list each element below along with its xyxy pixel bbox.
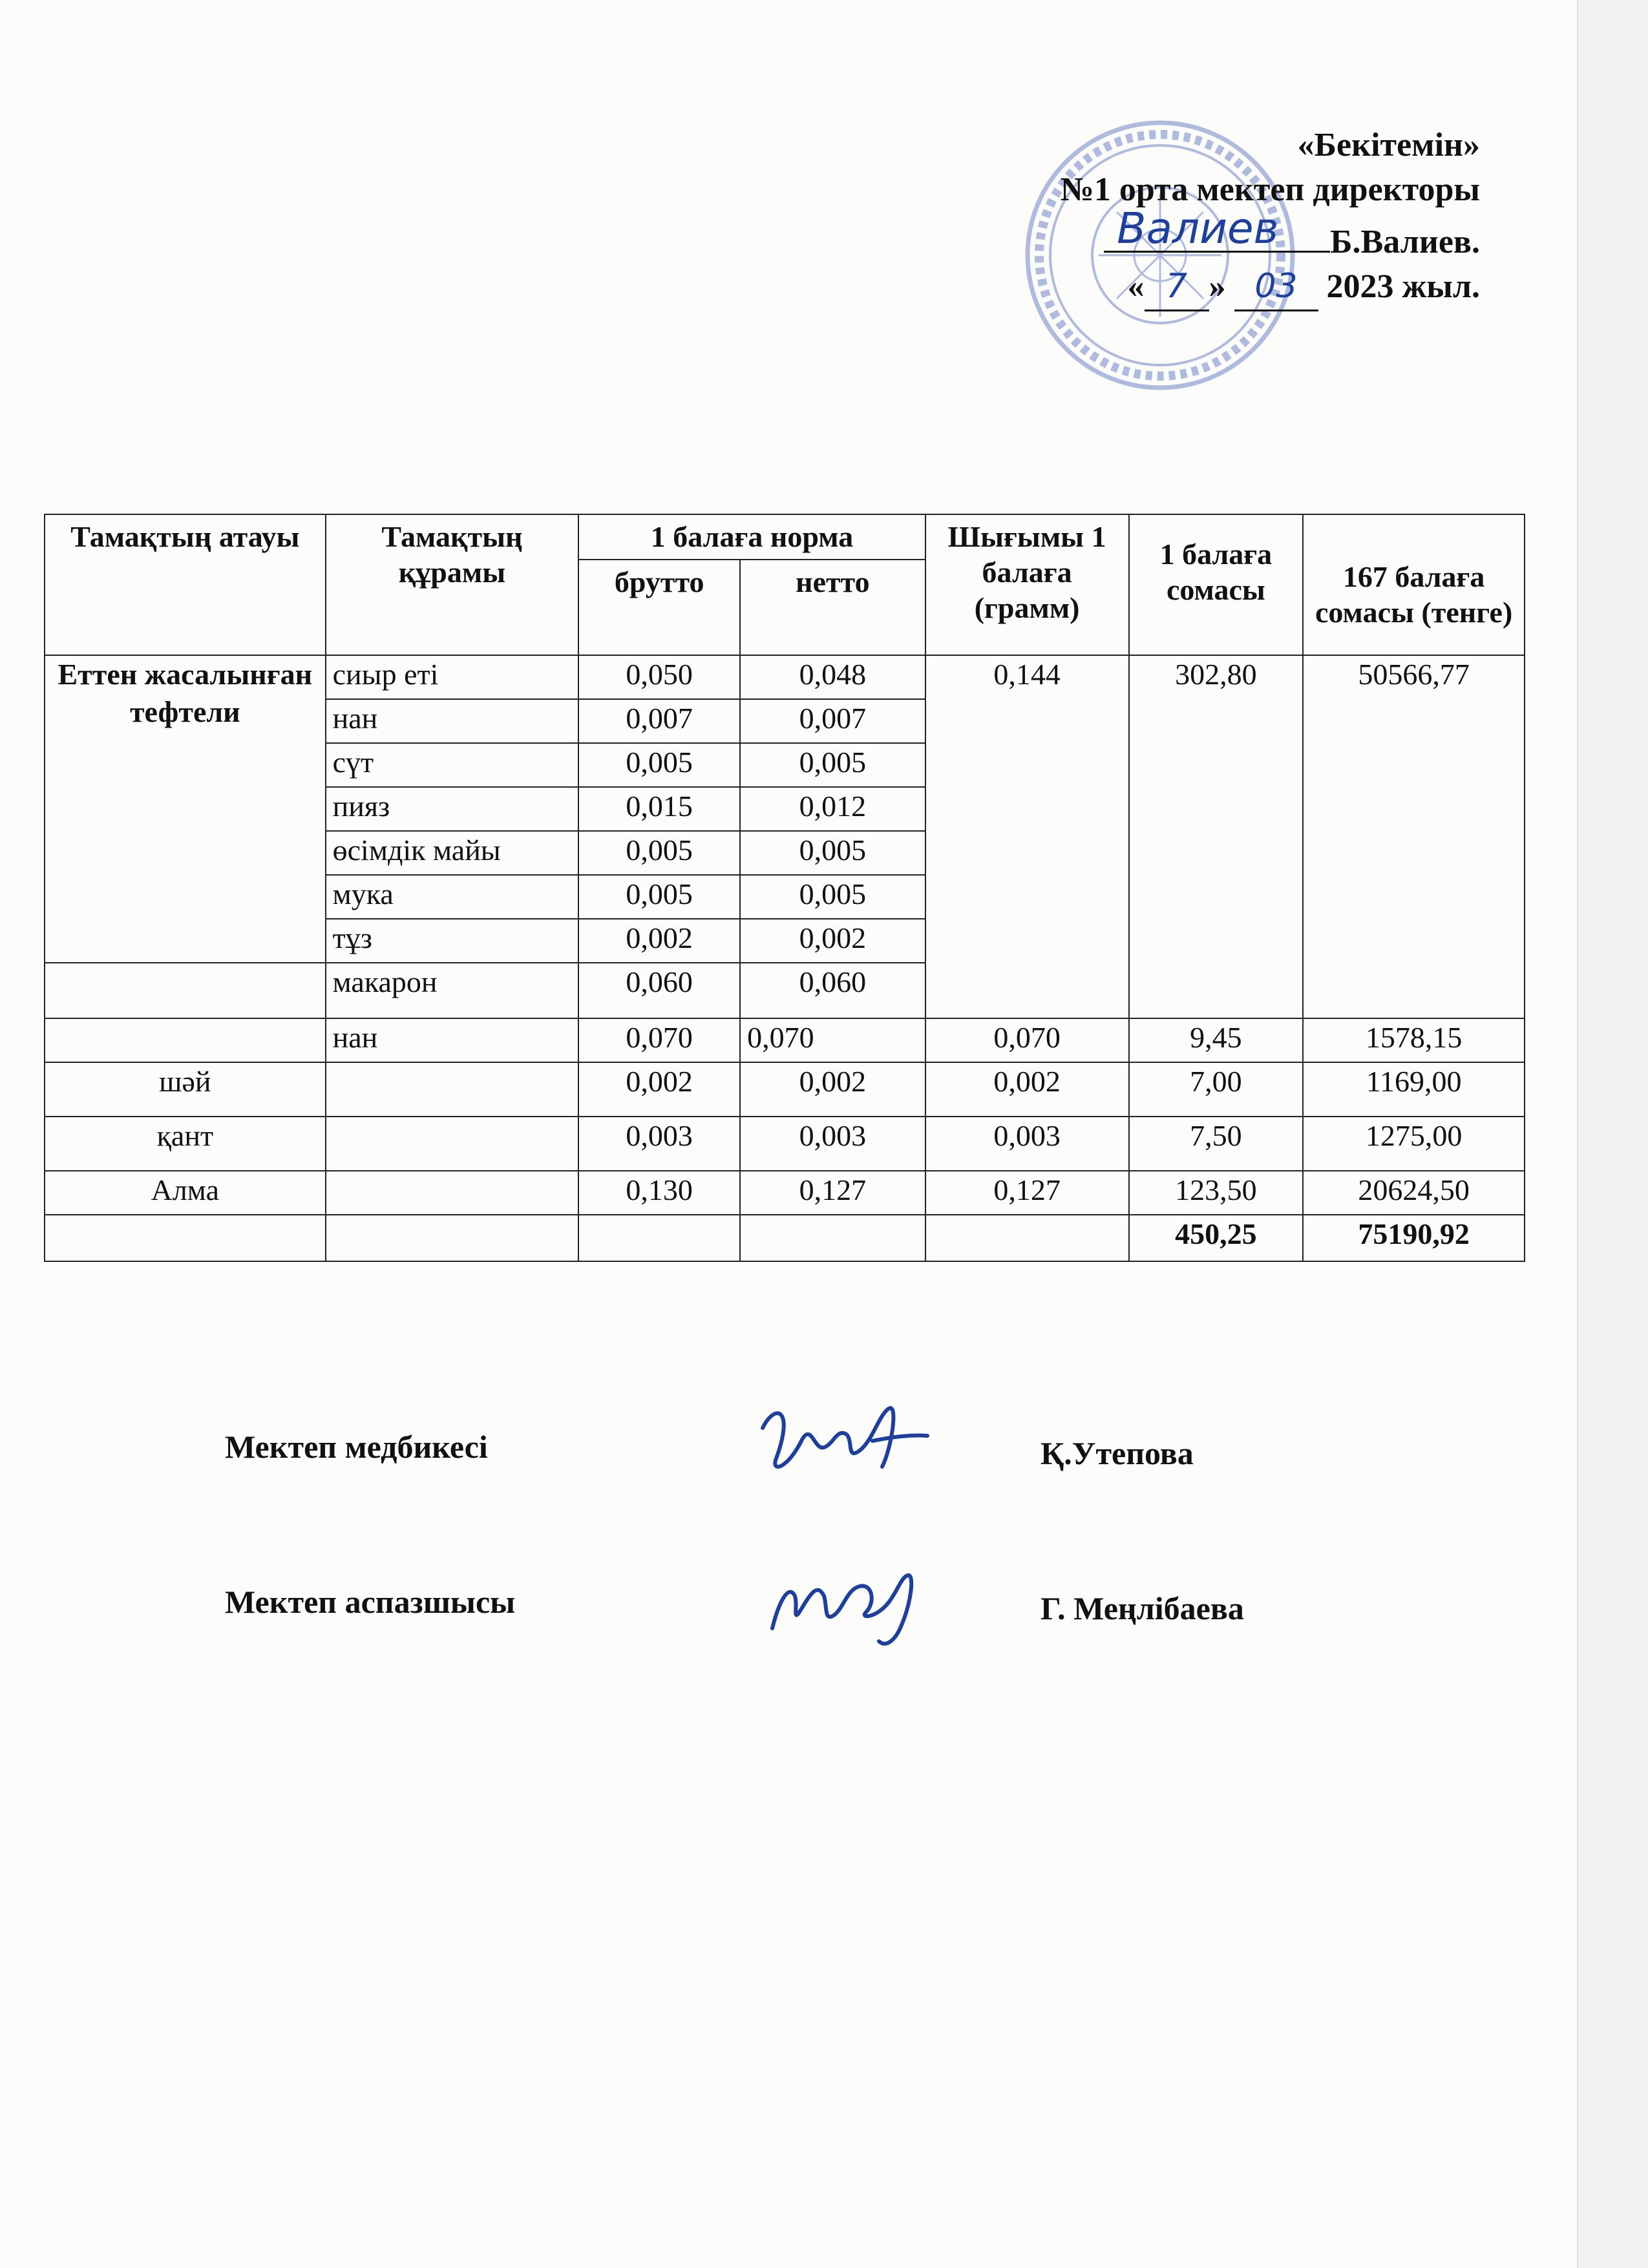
ingredient-name: сүт [326, 743, 579, 787]
ingredient-netto: 0,012 [740, 787, 925, 831]
cook-name: Г. Меңлібаева [1041, 1590, 1244, 1626]
row-netto: 0,070 [740, 1018, 925, 1062]
header-composition: Тамақтың құрамы [326, 514, 579, 655]
ingredient-netto: 0,002 [740, 919, 925, 963]
row-cost-one: 7,00 [1129, 1062, 1304, 1117]
row-brutto: 0,003 [578, 1117, 740, 1171]
approval-title: «Бекітемін» [1297, 127, 1480, 163]
ingredient-brutto: 0,005 [578, 831, 740, 875]
approval-signature-line [1061, 204, 1480, 264]
row-cost-one: 9,45 [1129, 1018, 1304, 1062]
row-dish: Алма [45, 1171, 326, 1215]
approval-position: №1 орта мектеп директоры [1060, 171, 1480, 209]
cook-role: Мектеп аспазшысы [225, 1584, 516, 1620]
side-dish-name: макарон [326, 963, 579, 1018]
row-dish [45, 1018, 326, 1062]
header-consumption: Шығымы 1 балаға (грамм) [925, 514, 1129, 655]
row-cost-one: 7,50 [1129, 1117, 1304, 1171]
row-consumption: 0,002 [925, 1062, 1129, 1117]
ingredient-name: нан [326, 699, 579, 743]
director-name: Б.Валиев. [1330, 224, 1480, 261]
row-cost-one: 123,50 [1129, 1171, 1304, 1215]
ingredient-brutto: 0,005 [578, 875, 740, 919]
total-cost-all: 75190,92 [1303, 1215, 1525, 1261]
table-row [45, 1062, 1525, 1117]
main-dish-cost-one: 302,80 [1129, 655, 1304, 1018]
approval-date [1061, 264, 1480, 311]
table-row [45, 1018, 1525, 1062]
row-consumption: 0,003 [925, 1117, 1129, 1171]
total-empty [578, 1215, 740, 1261]
total-row [45, 1215, 1525, 1261]
row-cost-all: 1169,00 [1303, 1062, 1525, 1117]
ingredient-brutto: 0,002 [578, 919, 740, 963]
ingredient-netto: 0,005 [740, 831, 925, 875]
side-dish-netto: 0,060 [740, 963, 925, 1018]
ingredient-name: пияз [326, 787, 579, 831]
row-cost-all: 1578,15 [1303, 1018, 1525, 1062]
nurse-signature [750, 1389, 944, 1499]
header-cost-one: 1 балаға сомасы [1129, 514, 1304, 655]
total-cost-one: 450,25 [1129, 1215, 1304, 1261]
row-dish: шәй [45, 1062, 326, 1117]
row-brutto: 0,070 [578, 1018, 740, 1062]
date-year: 2023 жыл. [1326, 268, 1480, 306]
date-quote-open: « [1127, 268, 1145, 306]
header-cost-all: 167 балаға сомасы (тенге) [1303, 514, 1525, 655]
header-netto: нетто [740, 560, 925, 655]
row-cost-all: 1275,00 [1303, 1117, 1525, 1171]
row-consumption: 0,070 [925, 1018, 1129, 1062]
table-row [45, 1117, 1525, 1171]
ingredient-name: өсімдік майы [326, 831, 579, 875]
menu-table [44, 514, 1525, 1262]
side-dish-brutto: 0,060 [578, 963, 740, 1018]
table-row [45, 1171, 1525, 1215]
header-dish-name: Тамақтың атауы [45, 514, 326, 655]
total-empty [45, 1215, 326, 1261]
side-dish-empty [45, 963, 326, 1018]
nurse-name: Қ.Утепова [1041, 1435, 1194, 1471]
ingredient-netto: 0,048 [740, 655, 925, 699]
header-brutto: брутто [578, 560, 740, 655]
ingredient-netto: 0,007 [740, 699, 925, 743]
header-norm: 1 балаға норма [578, 514, 925, 560]
row-consumption: 0,127 [925, 1171, 1129, 1215]
main-dish-name: Еттен жасалынған тефтели [45, 655, 326, 963]
date-day: 7 [1165, 267, 1188, 306]
page-edge [1577, 0, 1648, 2268]
ingredient-brutto: 0,050 [578, 655, 740, 699]
row-dish: қант [45, 1117, 326, 1171]
main-dish-cost-all: 50566,77 [1303, 655, 1525, 1018]
row-composition: нан [326, 1018, 579, 1062]
row-netto: 0,127 [740, 1171, 925, 1215]
row-cost-all: 20624,50 [1303, 1171, 1525, 1215]
ingredient-brutto: 0,015 [578, 787, 740, 831]
table-row [45, 655, 1525, 699]
main-dish-consumption: 0,144 [925, 655, 1129, 1018]
ingredient-name: мука [326, 875, 579, 919]
row-netto: 0,002 [740, 1062, 925, 1117]
ingredient-name: тұз [326, 919, 579, 963]
ingredient-brutto: 0,007 [578, 699, 740, 743]
row-composition [326, 1171, 579, 1215]
row-netto: 0,003 [740, 1117, 925, 1171]
director-signature: Валиев [1117, 204, 1279, 254]
ingredient-name: сиыр еті [326, 655, 579, 699]
row-brutto: 0,002 [578, 1062, 740, 1117]
approval-block [1061, 123, 1480, 311]
date-month: 03 [1254, 267, 1298, 306]
nurse-role: Мектеп медбикесі [225, 1429, 488, 1465]
total-empty [925, 1215, 1129, 1261]
ingredient-netto: 0,005 [740, 875, 925, 919]
date-quote-close: » [1209, 268, 1226, 306]
total-empty [326, 1215, 579, 1261]
row-composition [326, 1062, 579, 1117]
total-empty [740, 1215, 925, 1261]
row-brutto: 0,130 [578, 1171, 740, 1215]
cook-signature [763, 1557, 931, 1654]
row-composition [326, 1117, 579, 1171]
ingredient-netto: 0,005 [740, 743, 925, 787]
ingredient-brutto: 0,005 [578, 743, 740, 787]
